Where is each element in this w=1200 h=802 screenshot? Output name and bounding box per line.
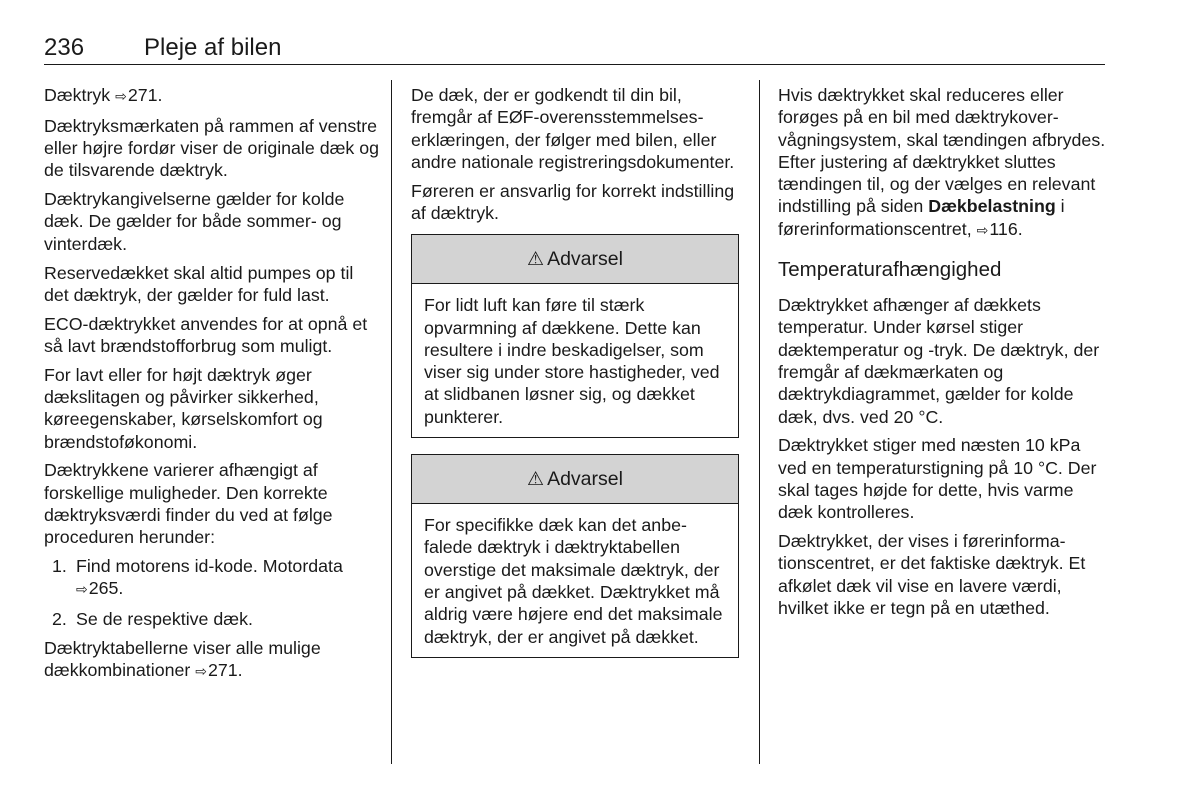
page-number: 236 [44, 34, 85, 61]
section-heading: Temperaturafhængighed [778, 258, 1002, 282]
column-left [44, 84, 380, 690]
paragraph-text: Dæktryktabellerne viser alle mulige dækkombinationer [44, 638, 321, 681]
page-reference[interactable]: 265. [88, 578, 124, 599]
paragraph: Føreren er ansvarlig for korrekt indstilling af dæktryk. [411, 180, 735, 223]
warning-text: For lidt luft kan føre til stærk opvarmning af dækkene. Dette kan resultere i indre beskadigelser, som viser sig under store hastigheder, ved at slidbanen løsner sig, og dækket punkterer. [424, 295, 720, 427]
paragraph: Dæktryksmærkaten på rammen af venstre eller højre fordør viser de originale dæk og de tilsvarende dæktryk. [44, 115, 380, 181]
warning-header [412, 235, 738, 284]
step-text: Find motorens id-kode. Motordata [76, 556, 343, 577]
paragraph-text: Dæktryk [44, 85, 116, 105]
paragraph-text: Hvis dæktrykket skal reduceres eller forøges på en bil med dæktrykovervågningsystem, skal tændingen afbrydes. Efter justering af dæktrykket sluttes tændingen til, og der vælges en relevant indstilling på siden [778, 85, 1106, 217]
chapter-title: Pleje af bilen [144, 34, 282, 61]
warning-box [411, 234, 739, 438]
column-divider [759, 80, 760, 764]
cross-reference-arrow-icon[interactable] [115, 85, 162, 105]
paragraph: Dæktrykket afhænger af dækkets temperatur. Under kørsel stiger dæktemperatur og -tryk. De dæktryk, der fremgår af dækmærkaten og dæktrykdiagrammet, gælder for kolde dæk, dvs. ved 20 °C. [778, 295, 1100, 427]
procedure-list [44, 555, 380, 630]
step-number: 1. [52, 556, 67, 577]
cross-reference-arrow-icon[interactable] [977, 219, 1023, 239]
paragraph-text: i førerinformationscentret, [778, 196, 1065, 239]
page-header [44, 30, 1105, 65]
paragraph [778, 84, 1108, 242]
column-middle [411, 84, 739, 674]
list-item [44, 555, 380, 602]
paragraph: Dæktrykkene varierer afhængigt af forskellige muligheder. Den korrekte dæktryksværdi finder du ved at følge proceduren herunder: [44, 460, 333, 548]
page-reference[interactable]: 271. [127, 85, 163, 105]
paragraph: Dæktrykket stiger med næsten 10 kPa ved en temperaturstigning på 10 °C. Der skal tages højde for dette, hvis varme dæk kontrolleres. [778, 435, 1097, 523]
paragraph: ECO-dæktrykket anvendes for at opnå et så lavt brændstofforbrug som muligt. [44, 313, 368, 356]
step-number: 2. [52, 609, 67, 630]
warning-box [411, 454, 739, 658]
warning-triangle-icon: ⚠ [527, 248, 545, 271]
page-reference[interactable]: 271. [207, 660, 243, 681]
menu-page-name: Dækbelastning [928, 196, 1056, 217]
cross-reference-arrow-icon[interactable] [195, 660, 242, 680]
page-reference[interactable]: 116. [989, 218, 1023, 239]
paragraph [44, 637, 380, 684]
column-right [778, 84, 1108, 626]
paragraph [44, 84, 380, 108]
step-text: Se de respektive dæk. [76, 609, 253, 630]
warning-header [412, 455, 738, 504]
warning-title: Advarsel [547, 467, 623, 490]
paragraph: Reservedækket skal altid pumpes op til det dæktryk, der gælder for fuld last. [44, 262, 354, 305]
paragraph: Dæktrykket, der vises i førerinformationscentret, er det faktiske dæktryk. Et afkølet dæk vil vise en lavere værdi, hvilket ikke er tegn på en utæthed. [778, 531, 1086, 618]
paragraph: Dæktrykangivelserne gælder for kolde dæk. De gælder for både sommer- og vinterdæk. [44, 189, 345, 254]
warning-triangle-icon: ⚠ [527, 467, 545, 490]
column-divider [391, 80, 392, 764]
paragraph: For lavt eller for højt dæktryk øger dækslitagen og påvirker sikkerhed, køreegenskaber, kørselskomfort og brændstoføkonomi. [44, 364, 323, 452]
paragraph: De dæk, der er godkendt til din bil, fremgår af EØF-overensstemmelseserklæringen, der følger med bilen, eller andre nationale registreringsdokumenter. [411, 85, 735, 172]
cross-reference-arrow-icon[interactable] [76, 578, 123, 598]
warning-title: Advarsel [547, 248, 623, 271]
list-item [44, 608, 380, 630]
warning-text: For specifikke dæk kan det anbefalede dæktryk i dæktryktabellen overstige det maksimale dæktryk, der er angivet på dækket. Dæktrykket må aldrig være højere end det maksimale dæktryk, der er angivet på dækket. [424, 515, 723, 647]
